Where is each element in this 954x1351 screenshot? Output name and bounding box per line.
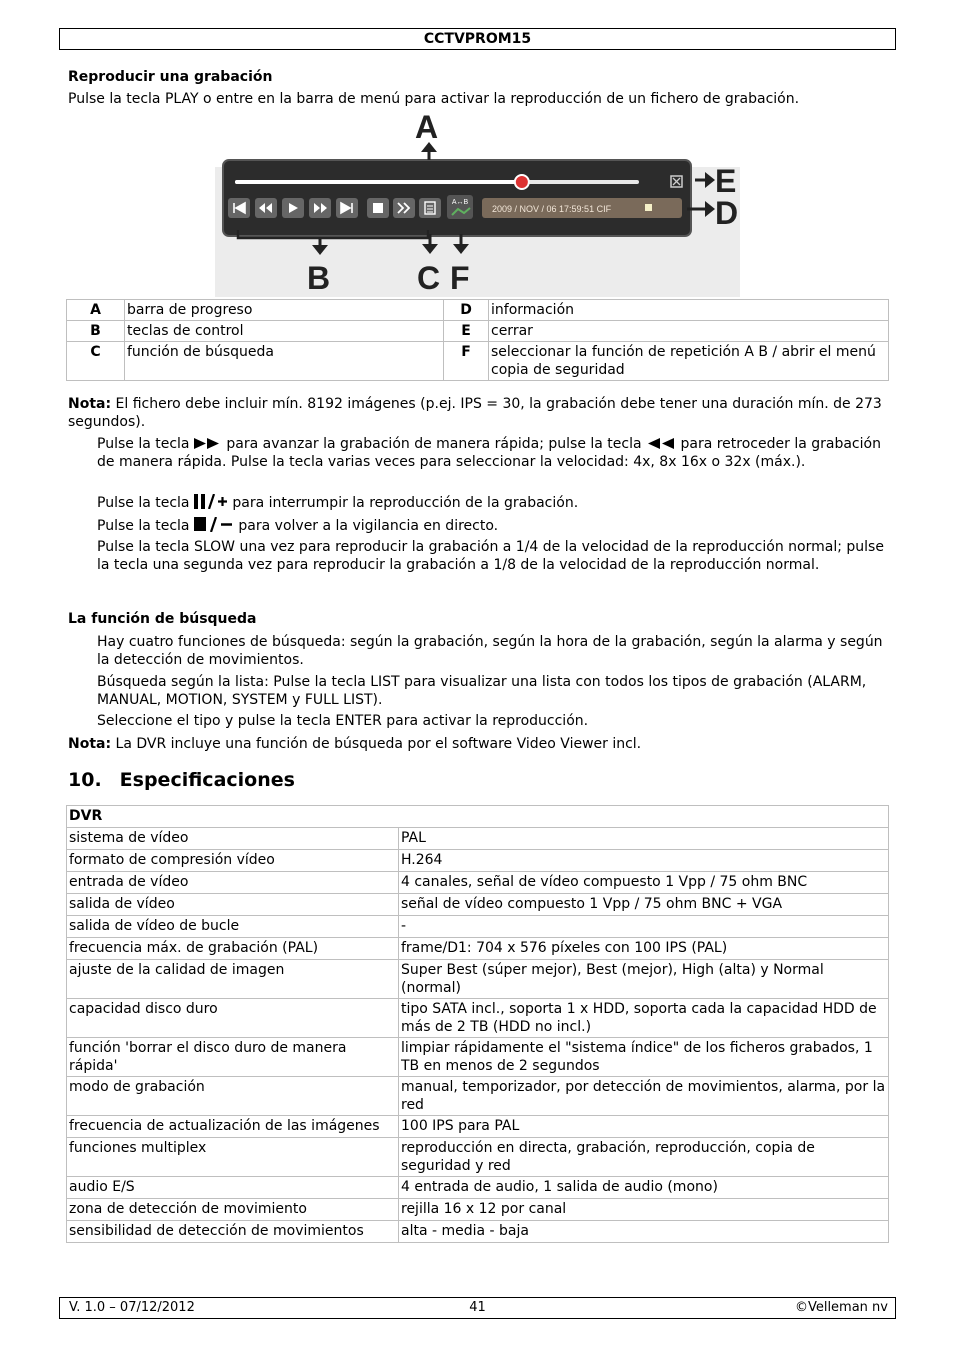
- label-c: C: [417, 260, 441, 296]
- spec-label: frecuencia máx. de grabación (PAL): [67, 938, 399, 960]
- spec-value: 100 IPS para PAL: [399, 1116, 889, 1138]
- page-footer: [59, 1297, 896, 1319]
- search-p1: Hay cuatro funciones de búsqueda: según la grabación, según la hora de la grabación, según la alarma y según la detección de movimientos.: [97, 634, 883, 668]
- spec-value: -: [399, 916, 889, 938]
- spec-value: señal de vídeo compuesto 1 Vpp / 75 ohm BNC + VGA: [399, 894, 889, 916]
- note-label: Nota:: [68, 396, 112, 412]
- spec-label: audio E/S: [67, 1177, 399, 1199]
- table-row: [67, 850, 889, 872]
- legend-key: D: [444, 300, 489, 321]
- table-row: [67, 894, 889, 916]
- rewind-icon: [255, 198, 277, 218]
- spec-value: alta - media - baja: [399, 1221, 889, 1243]
- para-pause: [97, 494, 887, 513]
- footer-version: V. 1.0 – 07/12/2012: [69, 1300, 195, 1315]
- spec-value: limpiar rápidamente el "sistema índice" de los ficheros grabados, 1 TB en menos de 2 segundos: [399, 1038, 889, 1077]
- spec-label: sistema de vídeo: [67, 828, 399, 850]
- table-row: [67, 872, 889, 894]
- legend-table: [66, 299, 889, 381]
- text: Pulse la tecla: [97, 495, 194, 511]
- label-d: D: [715, 195, 739, 231]
- table-row: [67, 916, 889, 938]
- note-text: El fichero debe incluir mín. 8192 imágenes (p.ej. IPS = 30, la grabación debe tener una duración mín. de 273 segundos).: [68, 396, 882, 430]
- text: para avanzar la grabación de manera rápida; pulse la tecla: [221, 436, 647, 452]
- rewind-icon: [646, 437, 676, 450]
- spec-value: PAL: [399, 828, 889, 850]
- progress-knob: [515, 175, 529, 189]
- para-slow: Pulse la tecla SLOW una vez para reproducir la grabación a 1/4 de la velocidad de la reproducción normal; pulse la tecla una segunda vez para reproducir la grabación a 1/8 de la velocidad de la reproducción normal.: [97, 539, 884, 573]
- table-row: [67, 321, 889, 342]
- spec-label: zona de detección de movimiento: [67, 1199, 399, 1221]
- text: para interrumpir la reproducción de la grabación.: [227, 495, 579, 511]
- label-a: A: [415, 112, 439, 145]
- note-2: [68, 736, 888, 754]
- table-row: [67, 1177, 889, 1199]
- text: para volver a la vigilancia en directo.: [233, 518, 499, 534]
- legend-value: información: [489, 300, 889, 321]
- text: Pulse la tecla: [97, 518, 194, 534]
- note-label: Nota:: [68, 736, 112, 752]
- legend-value: teclas de control: [125, 321, 444, 342]
- spec-label: salida de vídeo: [67, 894, 399, 916]
- spec-label: modo de grabación: [67, 1077, 399, 1116]
- para-stop: [97, 517, 887, 536]
- spec-value: reproducción en directa, grabación, reproducción, copia de seguridad y red: [399, 1138, 889, 1177]
- spec-value: rejilla 16 x 12 por canal: [399, 1199, 889, 1221]
- spec-value: frame/D1: 704 x 576 píxeles con 100 IPS (PAL): [399, 938, 889, 960]
- table-row: [67, 1077, 889, 1116]
- spec-label: ajuste de la calidad de imagen: [67, 960, 399, 999]
- table-row: [67, 960, 889, 999]
- slow-icon: [393, 198, 415, 218]
- footer-copyright: ©Velleman nv: [794, 1300, 888, 1315]
- spec-label: funciones multiplex: [67, 1138, 399, 1177]
- playback-bar-figure: [215, 112, 740, 297]
- para-fast-forward: [97, 436, 887, 471]
- legend-value: función de búsqueda: [125, 342, 444, 381]
- play-intro: Pulse la tecla PLAY o entre en la barra de menú para activar la reproducción de un fichero de grabación.: [68, 91, 800, 107]
- footer-page-number: 41: [469, 1300, 486, 1315]
- heading-number: 10.: [68, 769, 102, 791]
- search-p3: Seleccione el tipo y pulse la tecla ENTER para activar la reproducción.: [97, 713, 589, 729]
- section-heading-search: La función de búsqueda: [68, 611, 257, 627]
- section-heading-specs: [68, 769, 295, 791]
- label-e: E: [715, 163, 737, 199]
- header-title: CCTVPROM15: [423, 31, 532, 47]
- spec-value: Super Best (súper mejor), Best (mejor), High (alta) y Normal (normal): [399, 960, 889, 999]
- spec-group: DVR: [67, 806, 889, 828]
- skip-back-icon: [228, 198, 250, 218]
- spec-table: [66, 805, 889, 1243]
- skip-forward-icon: [336, 198, 358, 218]
- table-row: [67, 1116, 889, 1138]
- legend-key: E: [444, 321, 489, 342]
- repeat-backup-icon: [447, 195, 473, 219]
- legend-key: A: [67, 300, 125, 321]
- table-row: [67, 300, 889, 321]
- spec-label: salida de vídeo de bucle: [67, 916, 399, 938]
- search-list-icon: [419, 198, 441, 218]
- table-row: [67, 1221, 889, 1243]
- table-row: [67, 999, 889, 1038]
- spec-label: entrada de vídeo: [67, 872, 399, 894]
- text: Pulse la tecla: [97, 436, 194, 452]
- legend-value: seleccionar la función de repetición A B / abrir el menú copia de seguridad: [489, 342, 889, 381]
- spec-label: formato de compresión vídeo: [67, 850, 399, 872]
- label-b: B: [307, 260, 331, 296]
- legend-key: F: [444, 342, 489, 381]
- spec-value: manual, temporizador, por detección de movimientos, alarma, por la red: [399, 1077, 889, 1116]
- table-row: [67, 342, 889, 381]
- page-header: [59, 28, 896, 50]
- table-row: [67, 1199, 889, 1221]
- stop-icon: [367, 198, 389, 218]
- table-row: [67, 806, 889, 828]
- search-p2: Búsqueda según la lista: Pulse la tecla LIST para visualizar una lista con todos los tipos de grabación (ALARM, MANUAL, MOTION, SYSTEM y FULL LIST).: [97, 674, 867, 708]
- spec-label: función 'borrar el disco duro de manera rápida': [67, 1038, 399, 1077]
- control-buttons: [228, 195, 473, 219]
- fast-forward-icon: [309, 198, 331, 218]
- ab-label: A↔B: [451, 199, 469, 206]
- info-text: 2009 / NOV / 06 17:59:51 CIF: [492, 204, 612, 214]
- spec-label: frecuencia de actualización de las imágenes: [67, 1116, 399, 1138]
- spec-value: H.264: [399, 850, 889, 872]
- legend-value: barra de progreso: [125, 300, 444, 321]
- table-row: [67, 1138, 889, 1177]
- fast-forward-icon: [194, 437, 222, 450]
- text: para retroceder la grabación de manera rápida. Pulse la tecla varias veces para seleccionar la velocidad: 4x, 8x 16x o 32x (máx.).: [97, 436, 881, 470]
- spec-label: sensibilidad de detección de movimientos: [67, 1221, 399, 1243]
- label-f: F: [450, 260, 470, 296]
- legend-key: B: [67, 321, 125, 342]
- table-row: [67, 1038, 889, 1077]
- heading-text: Especificaciones: [119, 769, 295, 791]
- pause-plus-icon: [194, 494, 228, 509]
- spec-label: capacidad disco duro: [67, 999, 399, 1038]
- legend-value: cerrar: [489, 321, 889, 342]
- spec-value: tipo SATA incl., soporta 1 x HDD, soporta cada la capacidad HDD de más de 2 TB (HDD no incl.): [399, 999, 889, 1038]
- play-icon: [282, 198, 304, 218]
- progress-fill: [235, 180, 522, 184]
- table-row: [67, 938, 889, 960]
- legend-key: C: [67, 342, 125, 381]
- spec-value: 4 canales, señal de vídeo compuesto 1 Vpp / 75 ohm BNC: [399, 872, 889, 894]
- stop-minus-icon: [194, 517, 234, 532]
- table-row: [67, 828, 889, 850]
- section-heading-play: Reproducir una grabación: [68, 69, 273, 85]
- note-1: [68, 396, 888, 431]
- spec-value: 4 entrada de audio, 1 salida de audio (mono): [399, 1177, 889, 1199]
- note-text: La DVR incluye una función de búsqueda por el software Video Viewer incl.: [111, 736, 642, 752]
